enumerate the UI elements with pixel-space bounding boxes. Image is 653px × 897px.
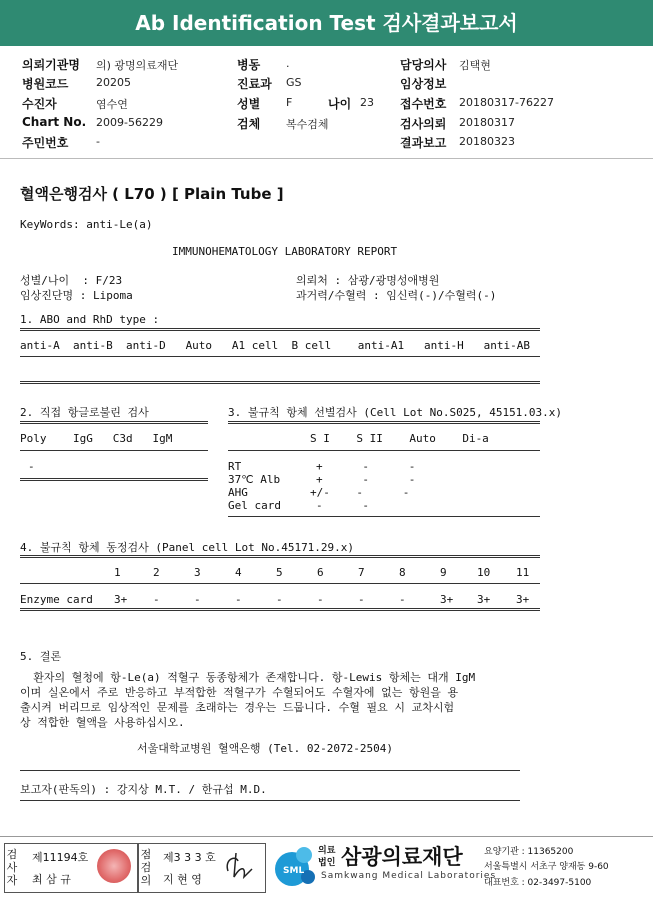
svg-text:SML: SML: [283, 866, 305, 876]
panel-column-header: 11: [516, 566, 530, 579]
checker-tag: 점검의: [140, 848, 152, 887]
info-divider: [0, 158, 653, 159]
receiver-label: 수진자: [22, 97, 57, 111]
signature-icon: [222, 849, 262, 883]
specimen-value: 복수검체: [286, 118, 329, 131]
section3-row-values: - -: [316, 499, 369, 512]
section1-rule-bottom: [20, 381, 540, 384]
clinical-info-label: 임상정보: [400, 77, 447, 91]
panel-column-header: 9: [440, 566, 447, 579]
section3-row-values: +/- - -: [310, 486, 410, 499]
panel-cell-value: -: [153, 593, 160, 606]
chart-no-label: Chart No.: [22, 115, 87, 129]
panel-column-header: 7: [358, 566, 365, 579]
section2-columns: Poly IgG C3d IgM: [20, 432, 173, 445]
section2-title: 2. 직접 항글로불린 검사: [20, 406, 149, 419]
hospital-code-value: 20205: [96, 76, 131, 89]
diagnosis-line: 임상진단명 : Lipoma: [20, 289, 133, 302]
section4-rule-bottom: [20, 608, 540, 611]
sex-value: F: [286, 96, 293, 109]
section3-rule-top: [228, 421, 540, 424]
section1-columns: anti-A anti-B anti-D Auto A1 cell B cell anti-A1 anti-H anti-AB: [20, 339, 530, 352]
org-value: 의) 광명의료재단: [96, 59, 179, 72]
panel-cell-value: -: [194, 593, 201, 606]
hospital-code-label: 병원코드: [22, 77, 69, 91]
panel-column-header: 1: [114, 566, 121, 579]
section3-columns: S I S II Auto Di-a: [310, 432, 489, 445]
company-prefix-1: 의료: [318, 846, 336, 856]
id-no-label: 주민번호: [22, 136, 69, 150]
panel-cell-value: 3+: [477, 593, 491, 606]
section4-rule-top: [20, 555, 540, 558]
specimen-label: 검체: [237, 117, 261, 131]
report-title: 혈액은행검사 ( L70 ) [ Plain Tube ]: [20, 185, 284, 203]
section3-rule-mid: [228, 450, 540, 451]
request-date-value: 20180317: [459, 116, 515, 129]
panel-column-header: 3: [194, 566, 201, 579]
panel-column-header: 2: [153, 566, 160, 579]
panel-cell-value: 3+: [440, 593, 454, 606]
panel-cell-value: -: [317, 593, 324, 606]
section1-rule-mid: [20, 356, 540, 357]
keywords: KeyWords: anti-Le(a): [20, 218, 153, 231]
company-phone: 대표번호 : 02-3497-5100: [484, 878, 592, 888]
inspector-name: 최 삼 규: [32, 873, 71, 886]
dept-value: GS: [286, 76, 302, 89]
panel-cell-value: -: [235, 593, 242, 606]
chart-no-value: 2009-56229: [96, 116, 163, 129]
conclusion-line: 상 적합한 혈액을 사용하십시오.: [20, 716, 185, 729]
section3-row-label: RT: [228, 460, 242, 473]
checker-name: 지 현 영: [163, 873, 202, 886]
reporter-rule-bottom: [20, 800, 520, 801]
dept-label: 진료과: [237, 77, 272, 91]
age-label: 나이: [328, 97, 352, 111]
panel-column-header: 10: [477, 566, 491, 579]
section3-title: 3. 불규칙 항체 선별검사 (Cell Lot No.S025, 45151.03.x): [228, 406, 563, 419]
sml-logo-icon: [270, 841, 318, 893]
panel-cell-value: 3+: [516, 593, 530, 606]
section3-row-values: + - -: [316, 473, 416, 486]
ward-label: 병동: [237, 58, 261, 72]
checker-license-no: 제3 3 3 호: [163, 851, 216, 864]
section4-rule-mid: [20, 583, 540, 584]
report-date-value: 20180323: [459, 135, 515, 148]
conclusion-line: 환자의 혈청에 항-Le(a) 적혈구 동종항체가 존재합니다. 항-Lewis 항체는 대개 IgM: [20, 671, 476, 684]
sex-label: 성별: [237, 97, 261, 111]
institution-code: 요양기관 : 11365200: [484, 847, 574, 857]
section3-row-label: Gel card: [228, 499, 281, 512]
inspector-license-no: 제11194호: [32, 851, 89, 864]
enzyme-card-label: Enzyme card: [20, 593, 93, 606]
inspector-tag: 검사자: [6, 848, 18, 887]
blood-bank-contact: 서울대학교병원 혈액은행 (Tel. 02-2072-2504): [137, 742, 393, 755]
history-line: 과거력/수혈력 : 임신력(-)/수혈력(-): [296, 289, 497, 302]
panel-column-header: 8: [399, 566, 406, 579]
section5-title: 5. 결론: [20, 650, 62, 663]
panel-cell-value: -: [358, 593, 365, 606]
reception-no-value: 20180317-76227: [459, 96, 554, 109]
panel-column-header: 6: [317, 566, 324, 579]
company-name: 삼광의료재단: [341, 845, 463, 869]
report-header-title: Ab Identification Test 검사결과보고서: [0, 0, 653, 46]
section1-rule-top: [20, 328, 540, 331]
company-english-name: Samkwang Medical Laboratories: [321, 871, 497, 881]
doctor-value: 김택현: [459, 59, 491, 72]
section2-rule-bottom: [20, 478, 208, 481]
receiver-value: 염수연: [96, 98, 128, 111]
ward-value: .: [286, 57, 290, 70]
company-prefix-2: 법인: [318, 858, 336, 868]
panel-cell-value: -: [276, 593, 283, 606]
org-label: 의뢰기관명: [22, 58, 80, 72]
official-seal-icon: [97, 849, 131, 883]
id-no-value: -: [96, 135, 100, 148]
request-date-label: 검사의뢰: [400, 117, 447, 131]
age-value: 23: [360, 96, 374, 109]
company-address: 서울특별시 서초구 양재동 9-60: [484, 862, 609, 872]
section2-values: -: [28, 460, 35, 473]
section1-title: 1. ABO and RhD type :: [20, 313, 160, 326]
client-line: 의뢰처 : 삼광/광명성애병원: [296, 274, 440, 287]
section3-row-label: AHG: [228, 486, 248, 499]
section3-rule-bottom: [228, 516, 540, 517]
panel-column-header: 4: [235, 566, 242, 579]
panel-cell-value: 3+: [114, 593, 128, 606]
section3-row-values: + - -: [316, 460, 416, 473]
panel-column-header: 5: [276, 566, 283, 579]
sex-age-line: 성별/나이 : F/23: [20, 274, 123, 287]
section3-row-label: 37℃ Alb: [228, 473, 281, 486]
conclusion-line: 출시켜 버리므로 임상적인 문제를 초래하는 경우는 드뭅니다. 수혈 필요 시 교차시험: [20, 701, 455, 714]
section4-title: 4. 불규칙 항체 동정검사 (Panel cell Lot No.45171.29.x): [20, 541, 355, 554]
report-date-label: 결과보고: [400, 136, 447, 150]
conclusion-line: 이며 실온에서 주로 반응하고 부적합한 적혈구가 수혈되어도 수혈자에 없는 항원을 용: [20, 686, 459, 699]
report-heading: IMMUNOHEMATOLOGY LABORATORY REPORT: [172, 245, 398, 258]
panel-cell-value: -: [399, 593, 406, 606]
reporter-rule-top: [20, 770, 520, 771]
section2-rule-mid: [20, 450, 208, 451]
footer: [0, 836, 653, 897]
reporter-line: 보고자(판독의) : 강지상 M.T. / 한규섭 M.D.: [20, 783, 267, 796]
doctor-label: 담당의사: [400, 58, 447, 72]
reception-no-label: 접수번호: [400, 97, 447, 111]
section2-rule-top: [20, 421, 208, 424]
